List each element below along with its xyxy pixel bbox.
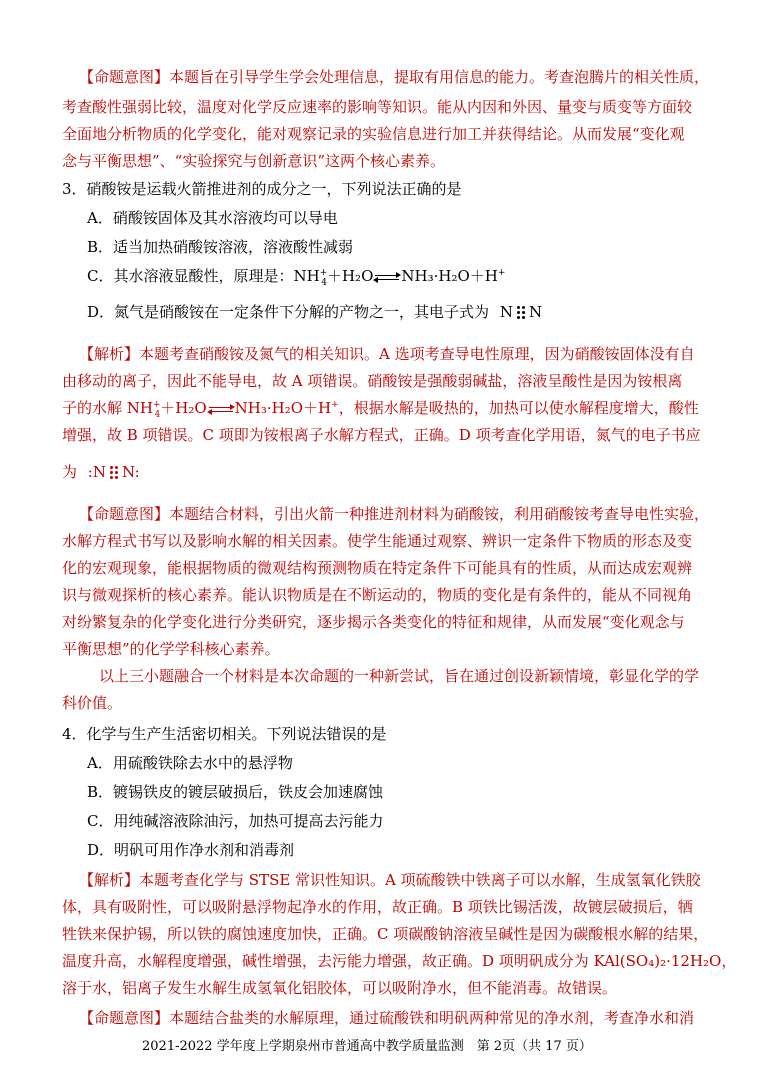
analysis-4-line-1: 【解析】本题考查化学与 STSE 常识性知识。A 项硫酸铁中铁离子可以水解，生成氢氧化铁胶 xyxy=(79,871,701,889)
analysis-heading: 【解析】 xyxy=(79,871,140,889)
question-3-option-a: A．硝酸铵固体及其水溶液均可以导电 xyxy=(87,209,338,227)
question-4-option-a: A．用硫酸铁除去水中的悬浮物 xyxy=(87,754,293,772)
equilibrium-arrow-icon xyxy=(373,272,401,282)
analysis-4-line-5: 溶于水，铝离子发生水解生成氢氧化铝胶体，可以吸附净水，但不能消毒。故错误。 xyxy=(62,979,618,997)
question-3-option-d: D．氮气是硝酸铵在一定条件下分解的产物之一，其电子式为 N N xyxy=(87,303,543,321)
intent-paragraph-3-line-7: 以上三小题融合一个材料是本次命题的一种新尝试，旨在通过创设新颖情境，彰显化学的学 xyxy=(99,667,700,685)
question-4-option-c: C．用纯碱溶液除油污，加热可提高去污能力 xyxy=(87,812,384,830)
analysis-4-line-4: 温度升高，水解程度增强，碱性增强，去污能力增强，故正确。D 项明矾成分为 KAl(SO₄)₂·12H₂O， xyxy=(62,952,737,970)
intent-paragraph-3-line-1: 【命题意图】本题结合材料，引出火箭一种推进剂材料为硝酸铵，利用硝酸铵考查导电性实验， xyxy=(79,505,710,523)
analysis-4-line-2: 体，具有吸附性，可以吸附悬浮物起净水的作用，故正确。B 项铁比锡活泼，故镀层破损后，牺 xyxy=(62,898,693,916)
question-4-stem: 4．化学与生产生活密切相关。下列说法错误的是 xyxy=(62,725,387,743)
question-4-option-b: B．镀锡铁皮的镀层破损后，铁皮会加速腐蚀 xyxy=(87,783,384,801)
intent-paragraph-3-line-8: 科价值。 xyxy=(62,694,123,712)
page-footer: 2021-2022 学年度上学期泉州市普通高中教学质量监测 第 2页（共 17 页） xyxy=(142,1039,592,1054)
intent-paragraph-1-line-3: 全面地分析物质的化学变化，能对观察记录的实验信息进行加工并获得结论。从而发展“变化观 xyxy=(62,125,685,143)
intent-heading: 【命题意图】 xyxy=(79,505,170,523)
analysis-3-line-4: 增强，故 B 项错误。C 项即为铵根离子水解方程式，正确。D 项考查化学用语，氮气的电子书应 xyxy=(62,426,701,444)
intent-paragraph-1-line-4: 念与平衡思想”、“实验探究与创新意识”这两个核心素养。 xyxy=(62,152,446,170)
question-3-stem: 3．硝酸铵是运载火箭推进剂的成分之一，下列说法正确的是 xyxy=(62,180,462,198)
analysis-heading: 【解析】 xyxy=(79,345,140,363)
analysis-3-line-3: 子的水解 $NH^+_4+H_2O$ NH₃·H₂O＋H+，根据水解是吸热的，加热可以使水解程度增大，酸性 xyxy=(62,399,699,420)
intent-paragraph-3-line-4: 识与微观探析的核心素养。能认识物质是在不断运动的，物质的变化是有条件的，能从不同视角 xyxy=(62,586,693,604)
analysis-3-line-2: 由移动的离子，因此不能导电，故 A 项错误。硝酸铵是强酸弱碱盐，溶液呈酸性是因为铵根离 xyxy=(62,372,683,390)
analysis-4-line-3: 牲铁来保护锡，所以铁的腐蚀速度加快，正确。C 项碳酸钠溶液呈碱性是因为碳酸根水解的结果， xyxy=(62,925,709,943)
question-3-option-b: B．适当加热硝酸铵溶液，溶液酸性减弱 xyxy=(87,238,354,256)
analysis-3-line-1: 【解析】本题考查硝酸铵及氮气的相关知识。A 选项考查导电性原理，因为硝酸铵固体没有自 xyxy=(79,345,695,363)
intent-paragraph-1-line-2: 考查酸性强弱比较，温度对化学反应速率的影响等知识。能从内因和外因、量变与质变等方面较 xyxy=(62,98,693,116)
question-3-option-c: C．其水溶液显酸性，原理是：$NH^+_4+H_2O$ NH₃·H₂O＋H+ xyxy=(87,267,506,288)
analysis-3-line-5: 为 :N N: xyxy=(62,463,140,481)
intent-paragraph-3-line-3: 化的宏观现象，能根据物质的微观结构预测物质在特定条件下可能具有的性质，从而达成宏观辨 xyxy=(62,559,693,577)
intent-paragraph-3-line-6: 平衡思想”的化学学科核心素养。 xyxy=(62,640,280,658)
intent-paragraph-3-line-2: 水解方程式书写以及影响水解的相关因素。使学生能通过观察、辨识一定条件下物质的形态及变 xyxy=(62,532,693,550)
intent-heading: 【命题意图】 xyxy=(79,1009,170,1027)
equilibrium-arrow-icon xyxy=(207,404,235,414)
intent-paragraph-4-line-1: 【命题意图】本题结合盐类的水解原理，通过硫酸铁和明矾两种常见的净水剂，考查净水和消 xyxy=(79,1009,695,1027)
electron-pairs-icon xyxy=(516,306,526,320)
electron-pairs-icon xyxy=(109,466,119,480)
intent-paragraph-3-line-5: 对纷繁复杂的化学变化进行分类研究，逐步揭示各类变化的特征和规律，从而发展“变化观念与 xyxy=(62,613,685,631)
intent-paragraph-1-line-1: 【命题意图】本题旨在引导学生学会处理信息，提取有用信息的能力。考查泡腾片的相关性质， xyxy=(79,68,710,86)
question-4-option-d: D．明矾可用作净水剂和消毒剂 xyxy=(87,841,295,859)
intent-heading: 【命题意图】 xyxy=(79,68,170,86)
